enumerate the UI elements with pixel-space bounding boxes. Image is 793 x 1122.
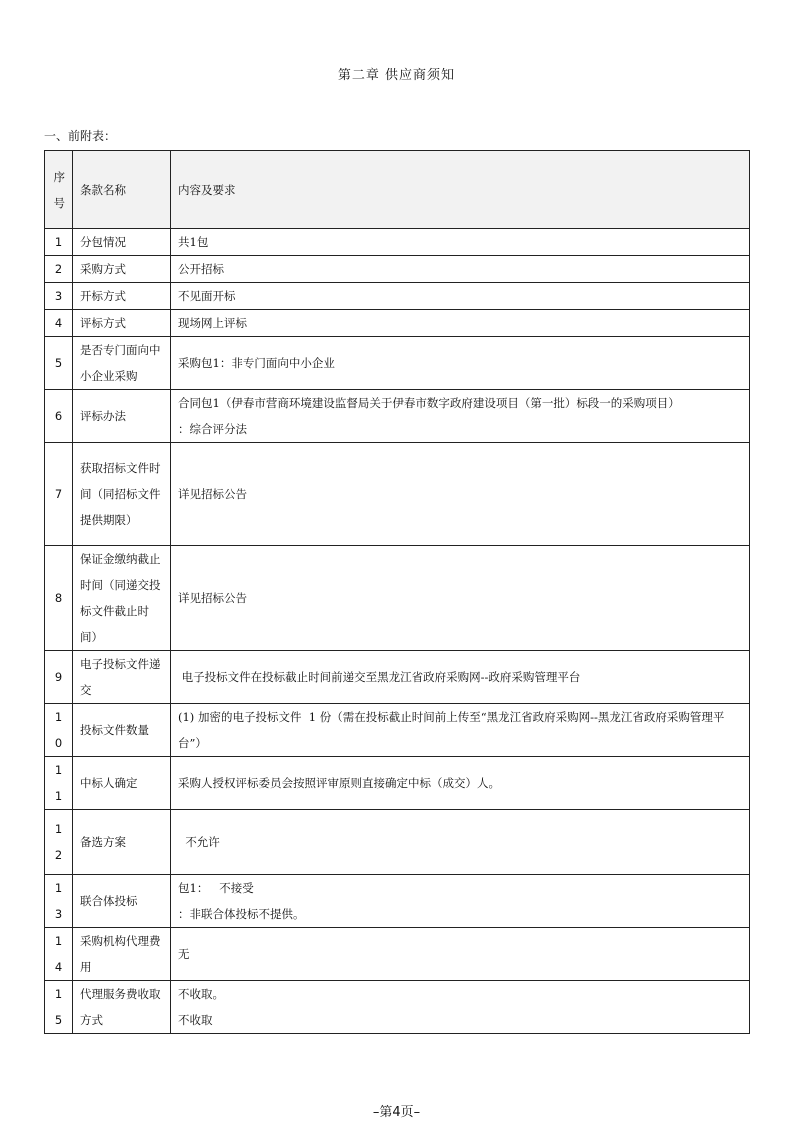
row-content (171, 704, 750, 757)
row-content (171, 546, 750, 651)
row-number: 8 (45, 546, 73, 651)
table-row (45, 546, 750, 651)
row-content-line: 无 (178, 947, 190, 961)
row-clause-name: 分包情况 (73, 229, 171, 256)
row-number: 2 (45, 256, 73, 283)
row-content (171, 981, 750, 1034)
row-content (171, 928, 750, 981)
row-content-line: 共1包 (178, 235, 209, 249)
row-content-line: 不允许 (178, 835, 220, 849)
row-content (171, 283, 750, 310)
row-content (171, 443, 750, 546)
row-number: 10 (45, 704, 73, 757)
table-row (45, 757, 750, 810)
row-clause-name: 备选方案 (73, 810, 171, 875)
row-content (171, 757, 750, 810)
row-number: 15 (45, 981, 73, 1034)
row-number: 5 (45, 337, 73, 390)
row-clause-name: 是否专门面向中小企业采购 (73, 337, 171, 390)
row-content-line: (1) 加密的电子投标文件 1 份（需在投标截止时间前上传至“黑龙江省政府采购网--黑龙江省政府采购管理平台”） (178, 710, 725, 750)
row-content-line: 详见招标公告 (178, 487, 247, 501)
header-content: 内容及要求 (171, 151, 750, 229)
row-content (171, 810, 750, 875)
row-number: 9 (45, 651, 73, 704)
row-content-line: 采购包1：非专门面向中小企业 (178, 356, 335, 370)
table-row (45, 283, 750, 310)
table-row (45, 810, 750, 875)
table-row (45, 704, 750, 757)
row-content (171, 229, 750, 256)
row-number: 6 (45, 390, 73, 443)
table-row (45, 337, 750, 390)
row-number: 12 (45, 810, 73, 875)
row-content (171, 310, 750, 337)
row-content-line: 包1： 不接受 (178, 881, 254, 895)
row-number: 4 (45, 310, 73, 337)
header-name: 条款名称 (73, 151, 171, 229)
table-row (45, 928, 750, 981)
table-row (45, 651, 750, 704)
row-number: 13 (45, 875, 73, 928)
row-clause-name: 电子投标文件递交 (73, 651, 171, 704)
row-content (171, 390, 750, 443)
table-row (45, 443, 750, 546)
section-heading: 一、前附表： (44, 129, 117, 143)
row-content-line: 采购人授权评标委员会按照评审原则直接确定中标（成交）人。 (178, 776, 500, 790)
row-content-line: 合同包1（伊春市营商环境建设监督局关于伊春市数字政府建设项目（第一批）标段一的采购项目） (178, 396, 680, 410)
row-content-line: 现场网上评标 (178, 316, 247, 330)
row-content (171, 337, 750, 390)
row-clause-name: 投标文件数量 (73, 704, 171, 757)
row-content-line: 电子投标文件在投标截止时间前递交至黑龙江省政府采购网--政府采购管理平台 (178, 670, 581, 684)
row-number: 11 (45, 757, 73, 810)
row-content-line: ：综合评分法 (178, 422, 247, 436)
row-clause-name: 采购机构代理费用 (73, 928, 171, 981)
table-header-row (45, 151, 750, 229)
row-content (171, 256, 750, 283)
row-number: 7 (45, 443, 73, 546)
row-number: 1 (45, 229, 73, 256)
row-content-line: 不收取。 (178, 987, 224, 1001)
row-clause-name: 代理服务费收取方式 (73, 981, 171, 1034)
row-content-line: 公开招标 (178, 262, 224, 276)
table-row (45, 875, 750, 928)
row-content-line: 不收取 (178, 1013, 213, 1027)
row-clause-name: 获取招标文件时间（同招标文件提供期限） (73, 443, 171, 546)
table-row (45, 229, 750, 256)
row-clause-name: 评标办法 (73, 390, 171, 443)
front-table (44, 150, 750, 1034)
header-num: 序号 (45, 151, 73, 229)
row-clause-name: 评标方式 (73, 310, 171, 337)
chapter-title: 第二章 供应商须知 (337, 68, 456, 83)
table-row (45, 256, 750, 283)
row-number: 3 (45, 283, 73, 310)
row-clause-name: 保证金缴纳截止时间（同递交投标文件截止时间） (73, 546, 171, 651)
row-clause-name: 中标人确定 (73, 757, 171, 810)
row-content-line: 详见招标公告 (178, 591, 247, 605)
row-content (171, 875, 750, 928)
row-clause-name: 开标方式 (73, 283, 171, 310)
row-number: 14 (45, 928, 73, 981)
row-content-line: 不见面开标 (178, 289, 236, 303)
page-footer: –第4页– (372, 1105, 421, 1120)
row-content-line: ：非联合体投标不提供。 (178, 907, 305, 921)
row-content (171, 651, 750, 704)
table-row (45, 310, 750, 337)
row-clause-name: 采购方式 (73, 256, 171, 283)
table-row (45, 390, 750, 443)
row-clause-name: 联合体投标 (73, 875, 171, 928)
table-row (45, 981, 750, 1034)
